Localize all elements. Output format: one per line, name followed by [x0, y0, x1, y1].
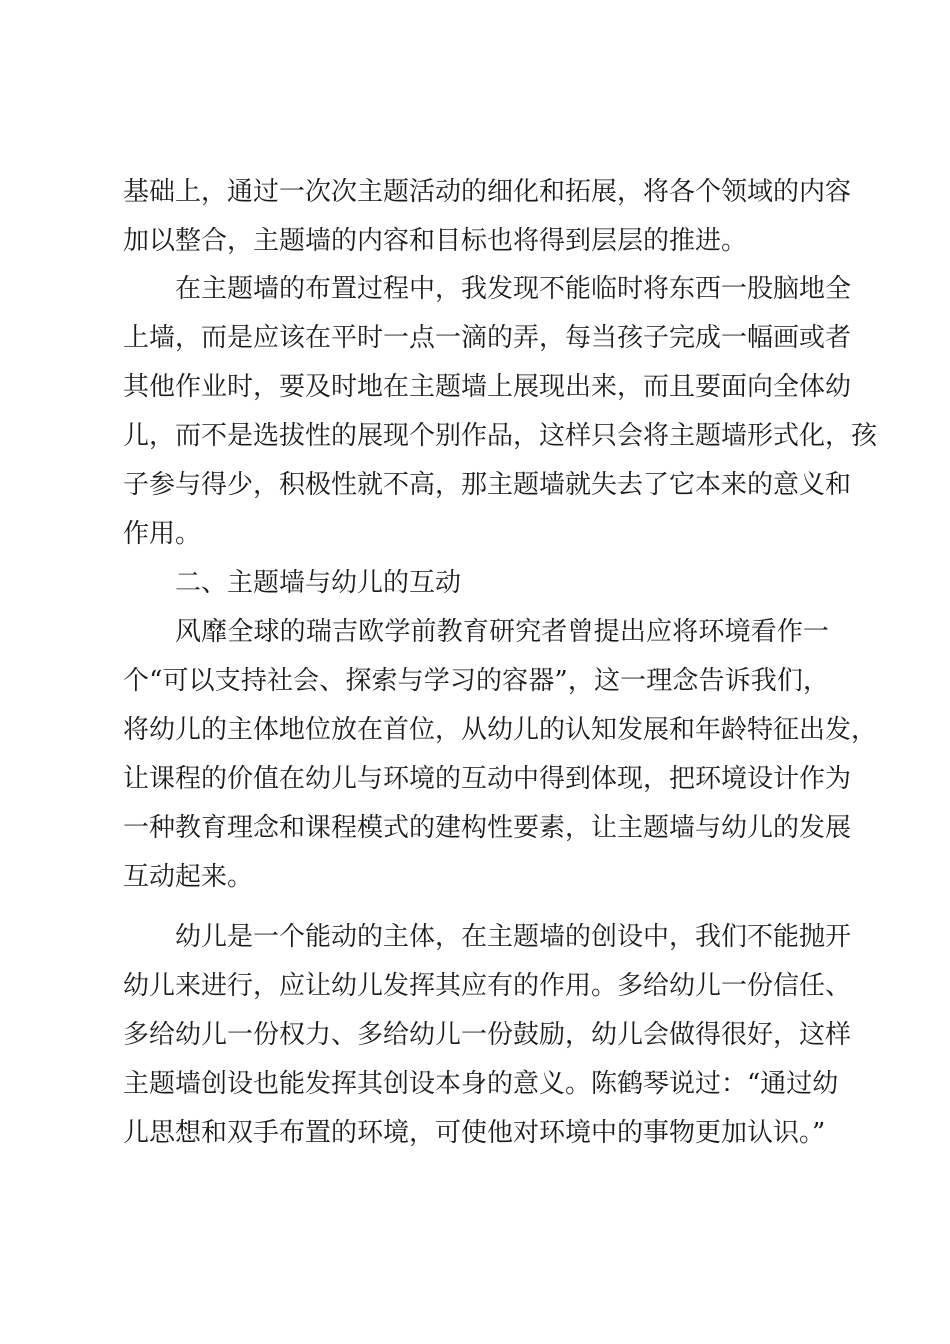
text-line: 上墙，而是应该在平时一点一滴的弄，每当孩子完成一幅画或者 — [123, 323, 852, 353]
text-line: 子参与得少，积极性就不高，那主题墙就失去了它本来的意义和 — [123, 470, 852, 500]
text-line: 主题墙创设也能发挥其创设本身的意义。陈鹤琴说过：“通过幼 — [123, 1069, 839, 1099]
text-line: 个“可以支持社会、探索与学习的容器”，这一理念告诉我们， — [123, 666, 829, 696]
paragraph-first-line: 风靡全球的瑞吉欧学前教育研究者曾提出应将环境看作一 — [175, 617, 829, 647]
text-line: 儿，而不是选拔性的展现个别作品，这样只会将主题墙形式化，孩 — [123, 421, 878, 451]
text-line: 互动起来。 — [123, 862, 254, 892]
paragraph-first-line: 幼儿是一个能动的主体，在主题墙的创设中，我们不能抛开 — [175, 922, 852, 952]
text-line: 儿思想和双手布置的环境，可使他对环境中的事物更加认识。” — [123, 1118, 826, 1148]
text-line: 多给幼儿一份权力、多给幼儿一份鼓励，幼儿会做得很好，这样 — [123, 1020, 852, 1050]
text-line: 将幼儿的主体地位放在首位，从幼儿的认知发展和年龄特征出发， — [123, 715, 878, 745]
text-line: 作用。 — [123, 519, 202, 549]
text-line: 其他作业时，要及时地在主题墙上展现出来，而且要面向全体幼 — [123, 372, 852, 402]
text-line: 一种教育理念和课程模式的建构性要素，让主题墙与幼儿的发展 — [123, 813, 852, 843]
text-line: 基础上，通过一次次主题活动的细化和拓展，将各个领域的内容 — [123, 177, 852, 207]
text-line: 幼儿来进行，应让幼儿发挥其应有的作用。多给幼儿一份信任、 — [123, 971, 852, 1001]
text-line: 让课程的价值在幼儿与环境的互动中得到体现，把环境设计作为 — [123, 764, 852, 794]
section-heading: 二、主题墙与幼儿的互动 — [175, 568, 462, 598]
paragraph-first-line: 在主题墙的布置过程中，我发现不能临时将东西一股脑地全 — [175, 274, 852, 304]
text-line: 加以整合，主题墙的内容和目标也将得到层层的推进。 — [123, 226, 748, 256]
